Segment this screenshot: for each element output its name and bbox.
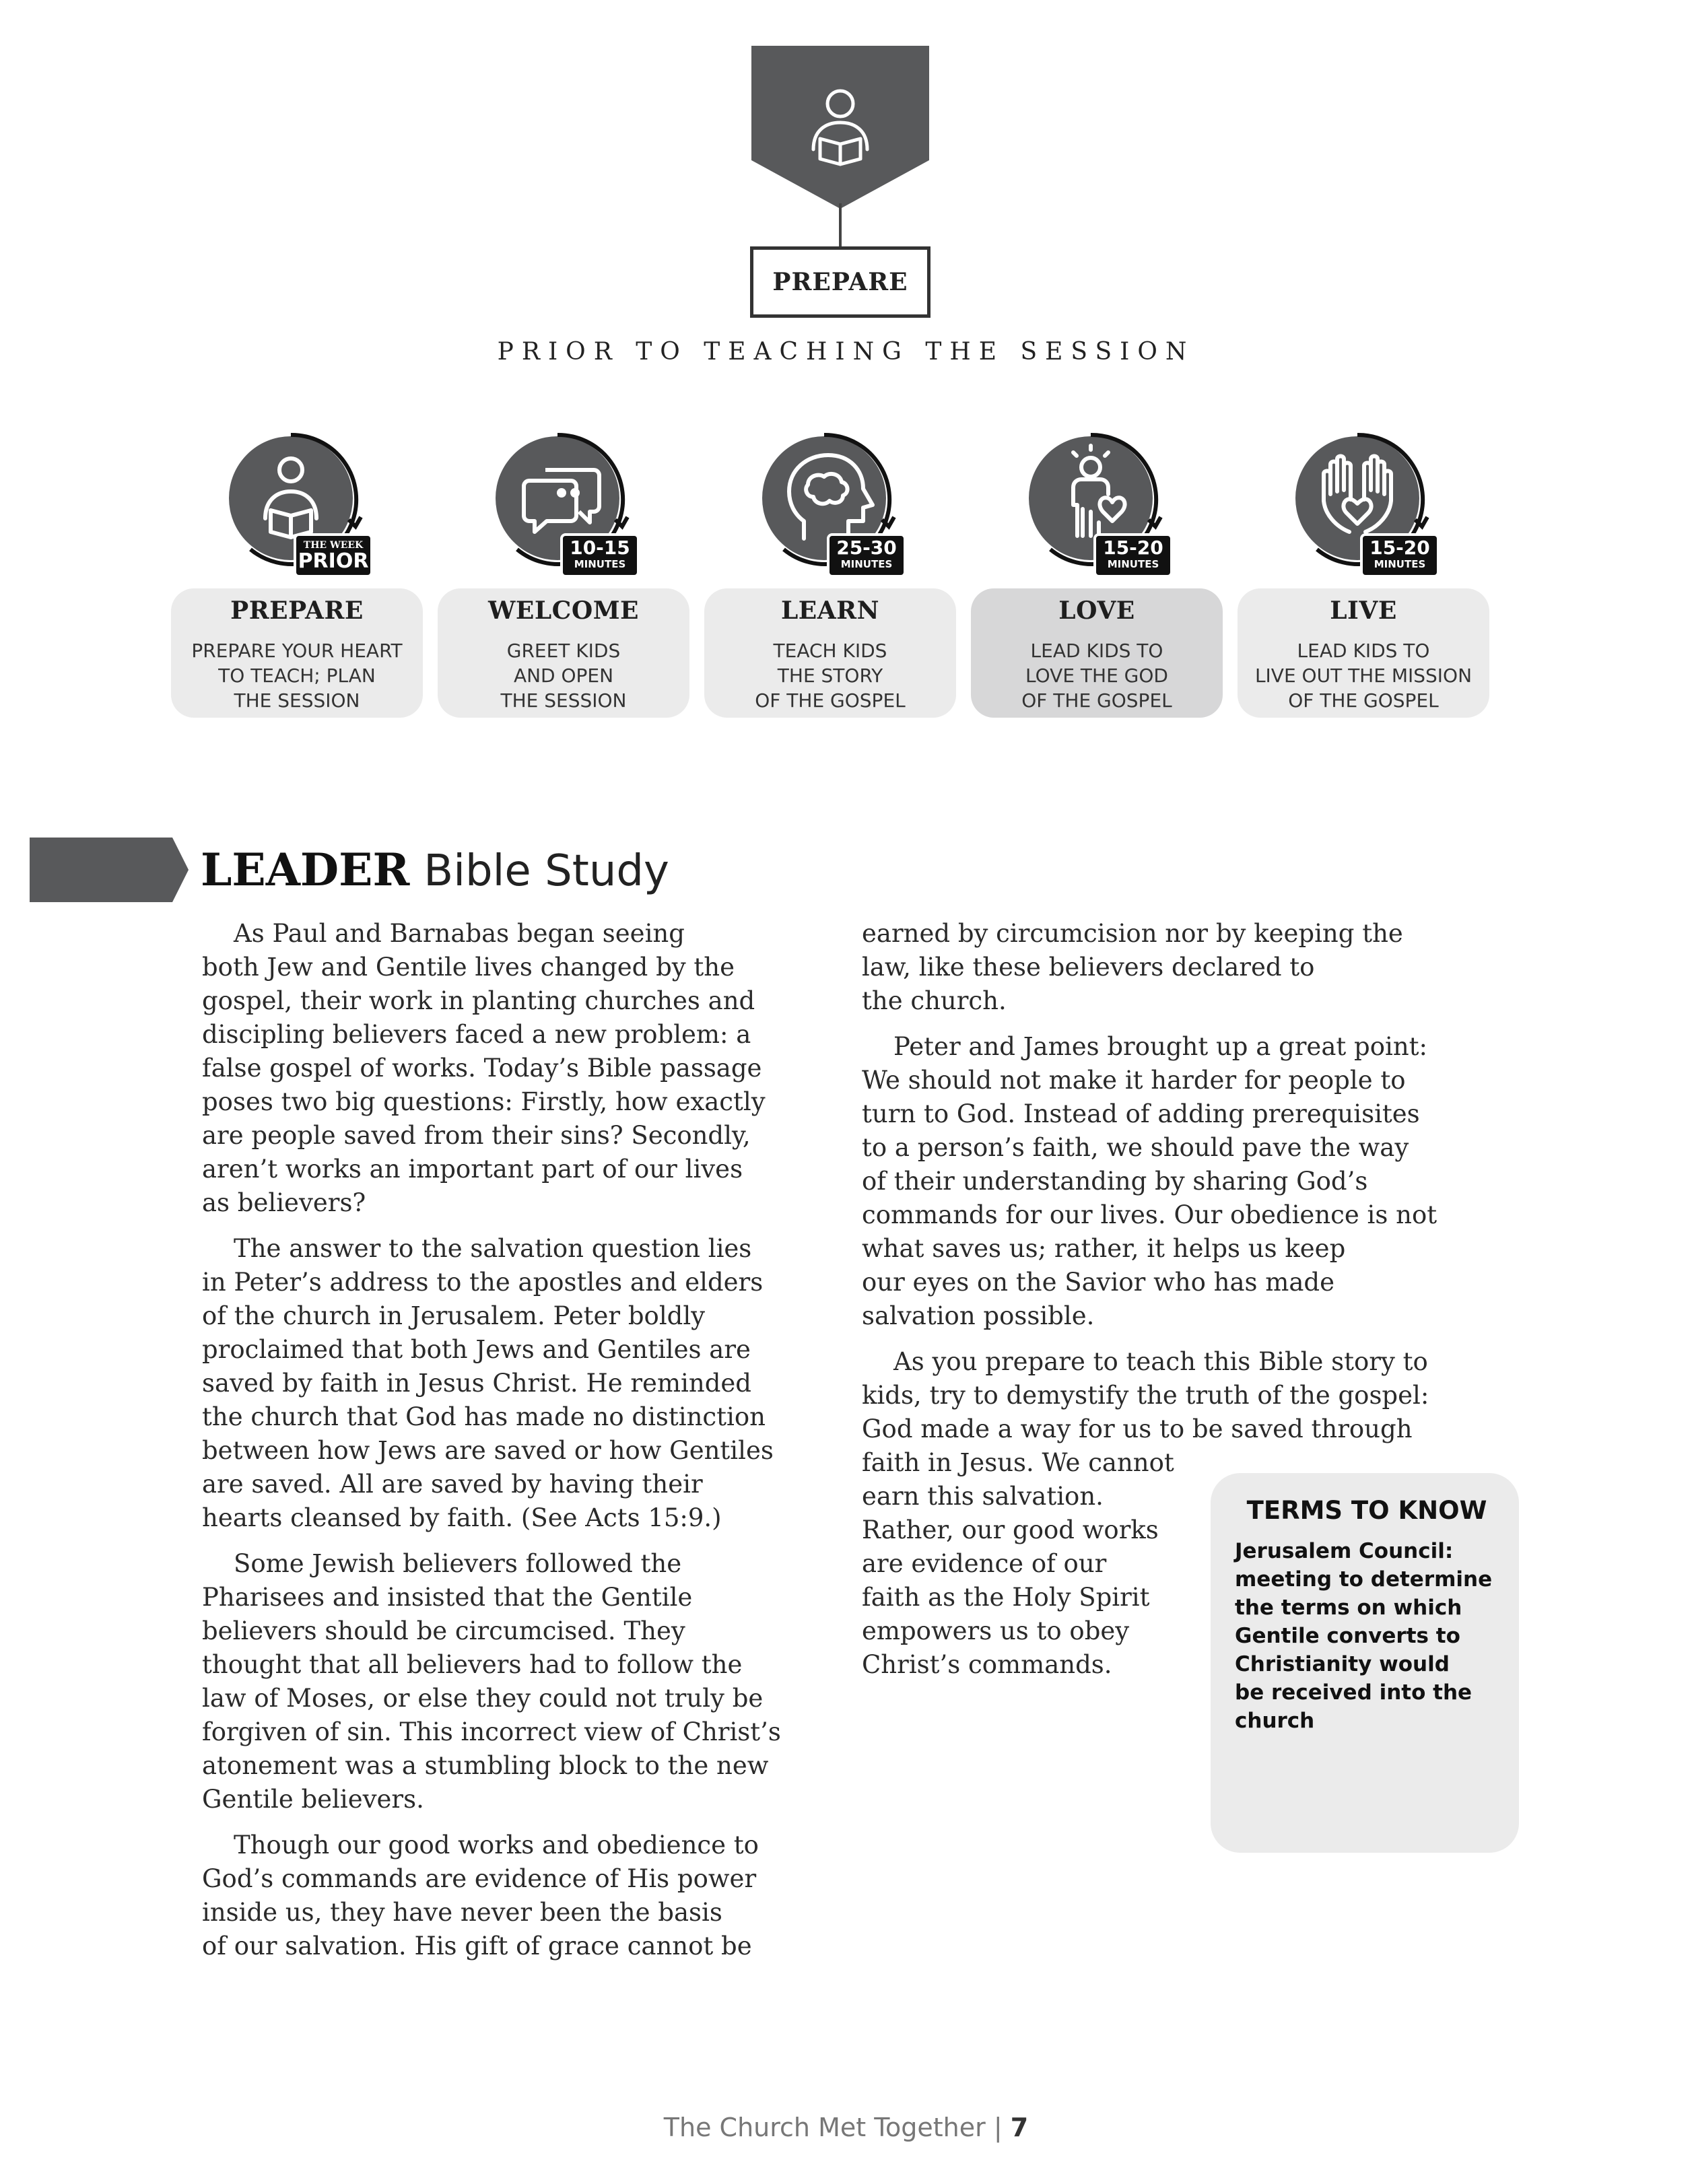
prepare-subtitle: PRIOR TO TEACHING THE SESSION: [497, 338, 1195, 366]
step-card: [971, 588, 1223, 718]
step-welcome: [438, 431, 689, 718]
section-tab-marker: [30, 838, 189, 902]
footer-separator: |: [993, 2113, 1003, 2142]
time-badge: THE WEEK PRIOR: [294, 533, 373, 578]
page-number: 7: [1010, 2113, 1029, 2142]
step-description: LEAD KIDS TO LIVE OUT THE MISSION OF THE GOSPEL: [1254, 640, 1473, 712]
step-card: [438, 588, 689, 718]
step-prepare: [171, 431, 423, 718]
body-paragraph: Though our good works and obedience to God’s commands are evidence of His power inside us, they have never been the basis of our salvation. His gift of grace cannot be: [202, 1831, 759, 1960]
body-paragraph: Some Jewish believers followed the Pharisees and insisted that the Gentile believers should be circumcised. They thought that all believers had to follow the law of Moses, or else they could not truly be forgiven of sin. This incorrect view of Christ’s atonement was a stumbling block to the new Gentile believers.: [202, 1549, 781, 1814]
step-learn: [704, 431, 956, 718]
step-description: TEACH KIDS THE STORY OF THE GOSPEL: [755, 640, 906, 712]
time-badge: 10-15 MINUTES: [560, 533, 640, 578]
time-badge: 25-30 MINUTES: [827, 533, 906, 578]
step-card: [704, 588, 956, 718]
body-paragraph: earned by circumcision nor by keeping the law, like these believers declared to the church.: [862, 919, 1403, 1015]
step-card: [171, 588, 423, 718]
footer-title: The Church Met Together: [663, 2113, 986, 2142]
step-title: LEARN: [780, 596, 879, 625]
step-live: [1238, 431, 1489, 718]
heading-light: Bible Study: [424, 846, 669, 896]
body-paragraph: The answer to the salvation question lies in Peter’s address to the apostles and elders of the church in Jerusalem. Peter boldly proclaimed that both Jews and Gentiles are saved by faith in Jesus Christ. He reminded the church that God has made no distinction between how Jews are saved or how Gentiles are saved. All are saved by having their hearts cleansed by faith. (See Acts 15:9.): [202, 1234, 774, 1532]
step-title: PREPARE: [230, 596, 364, 625]
prepare-banner: [751, 46, 929, 209]
terms-definition: Jerusalem Council: meeting to determine the terms on which Gentile converts to Christianity would be received into the church: [1235, 1539, 1493, 1733]
step-title: LOVE: [1058, 596, 1135, 625]
section-heading: [201, 843, 669, 898]
time-badge: 15-20 MINUTES: [1093, 533, 1173, 578]
connector-line: [839, 203, 842, 248]
time-badge: 15-20 MINUTES: [1360, 533, 1440, 578]
body-paragraph: Peter and James brought up a great point: We should not make it harder for people to turn to God. Instead of adding prerequisites to a person’s faith, we should pave the way of their understanding by sharing God’s commands for our lives. Our obedience is not what saves us; rather, it helps us keep our eyes on the Savior who has made salvation possible.: [862, 1032, 1437, 1330]
terms-to-know-box: [1211, 1473, 1519, 1853]
step-description: LEAD KIDS TO LOVE THE GOD OF THE GOSPEL: [1021, 640, 1172, 712]
body-paragraph: As Paul and Barnabas began seeing both Jew and Gentile lives changed by the gospel, their work in planting churches and discipling believers faced a new problem: a false gospel of works. Today’s Bible passage poses two big questions: Firstly, how exactly are people saved from their sins? Secondly, aren’t works an important part of our lives as believers?: [202, 919, 766, 1217]
body-column-left: [202, 917, 848, 1975]
step-description: GREET KIDS AND OPEN THE SESSION: [500, 640, 627, 712]
step-title: LIVE: [1330, 596, 1397, 625]
heading-bold: LEADER: [201, 844, 410, 896]
terms-title: TERMS TO KNOW: [1246, 1496, 1487, 1525]
step-card: [1238, 588, 1489, 718]
step-description: PREPARE YOUR HEART TO TEACH; PLAN THE SESSION: [191, 640, 403, 712]
step-love: [971, 431, 1223, 718]
body-paragraph: As you prepare to teach this Bible story to kids, try to demystify the truth of the gospel: God made a way for us to be saved through faith in Jesus. We cannot earn this salvation. Rather, our good works are evidence of our faith as the Holy Spirit empowers us to obey Christ’s commands.: [862, 1347, 1429, 1679]
page-footer: [0, 2113, 1692, 2142]
prepare-label-box: PREPARE: [750, 246, 930, 318]
step-title: WELCOME: [488, 596, 639, 625]
